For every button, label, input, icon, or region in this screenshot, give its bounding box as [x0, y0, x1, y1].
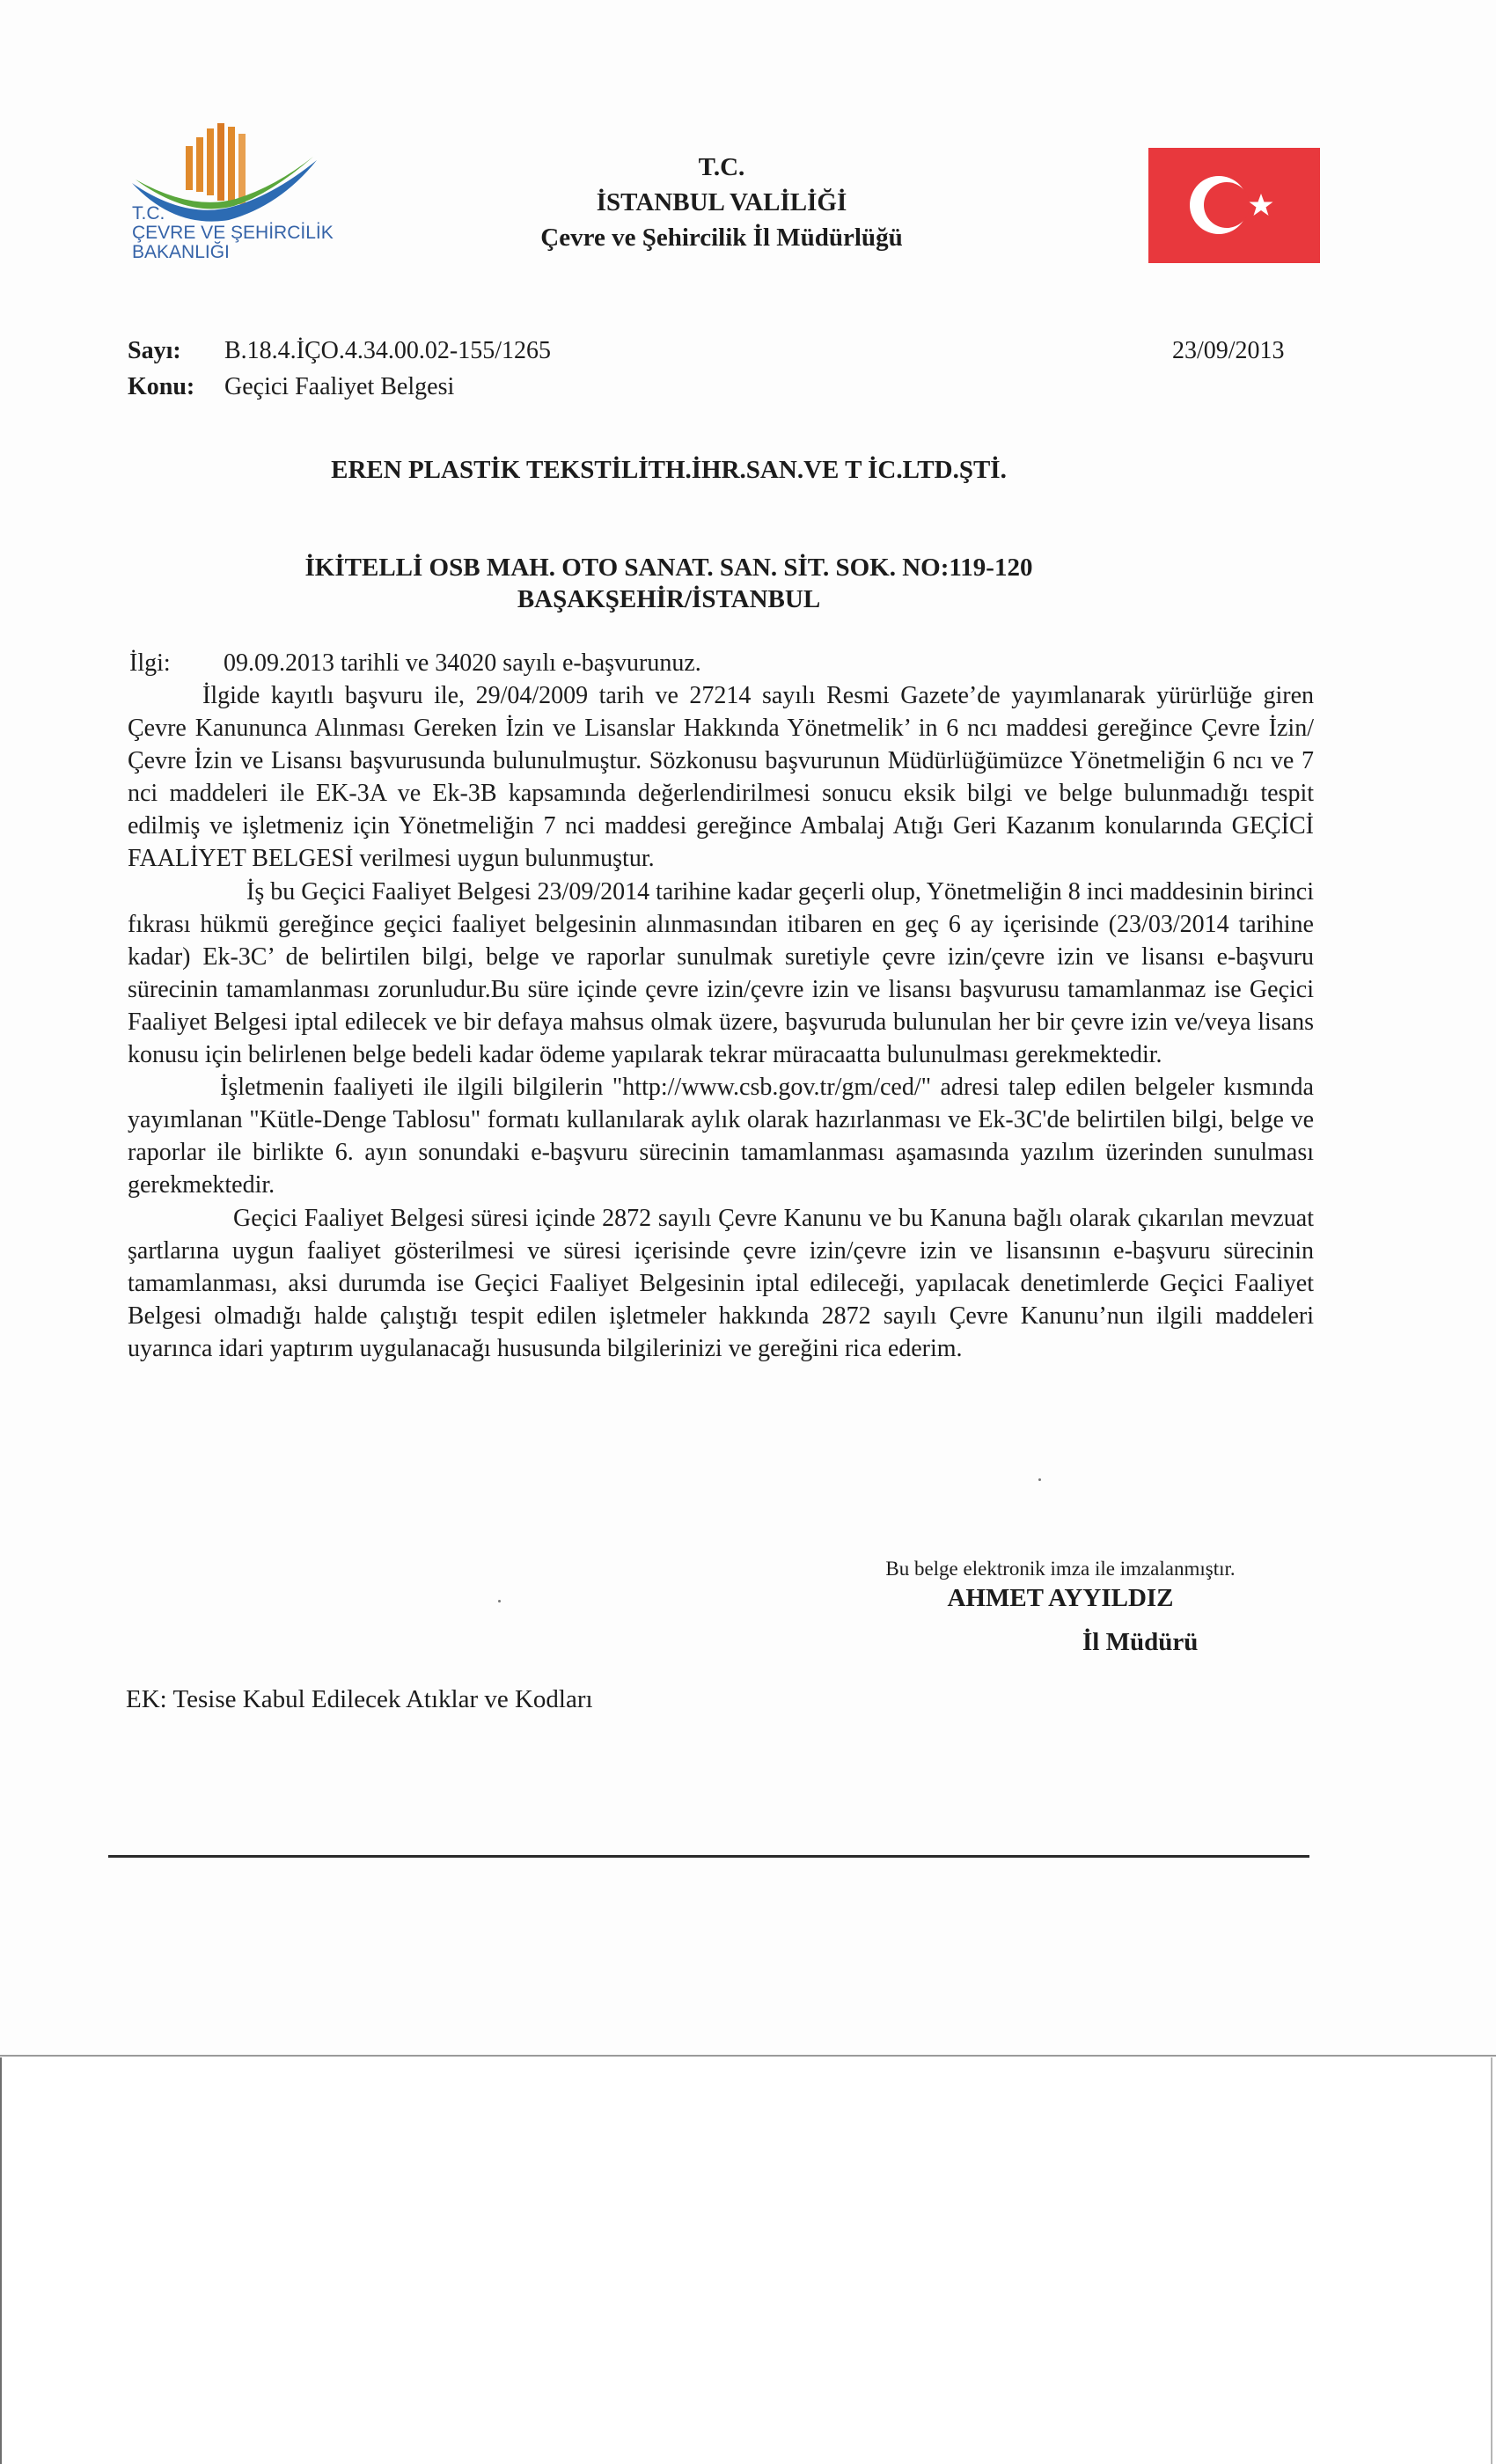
- logo-line-1: T.C.: [132, 203, 165, 224]
- logo-line-2: ÇEVRE VE ŞEHİRCİLİK: [132, 223, 334, 243]
- paragraph-4: Geçici Faaliyet Belgesi süresi içinde 2872 sayılı Çevre Kanunu ve bu Kanuna bağlı olarak çıkarılan mevzuat şartlarına uygun faaliyet gösterilmesi ve süresi içerisinde çevre izin/çevre izin ve lisansının e-başvuru sürecinin tamamlanması, aksi durumda ise Geçici Faaliyet Belgesinin iptal edileceği, yapılacak denetimlerde Geçici Faaliyet Belgesi olmadığı halde çalıştığı tespit edilen işletmeler hakkında 2872 sayılı Çevre Kanunu’nun ilgili maddeleri uyarınca idari yaptırım uygulanacağı hususunda bilgilerinizi ve gereğini rica ederim.: [128, 1204, 1314, 1362]
- logo-line-3: BAKANLIĞI: [132, 242, 230, 262]
- scan-speck: [498, 1600, 501, 1602]
- paragraph-3: İşletmenin faaliyeti ile ilgili bilgilerin "http://www.csb.gov.tr/gm/ced/" adresi talep edilen belgeler kısmında yayımlanan "Kütle-Denge Tablosu" formatı kullanılarak aylık olarak hazırlanması ve Ek-3C'de belirtilen bilgi, belge ve raporlar ile birlikte 6. ayın sonundaki e-başvuru sürecinin tamamlanması aşamasında yazılım üzerinden sunulması gerekmektedir.: [128, 1074, 1314, 1199]
- reference-line: [129, 649, 701, 678]
- header-directorate: Çevre ve Şehircilik İl Müdürlüğü: [540, 224, 903, 252]
- reference-number-value: B.18.4.İÇO.4.34.00.02-155/1265: [224, 337, 551, 364]
- signer-name: AHMET AYYILDIZ: [947, 1584, 1174, 1612]
- page-bottom-edge: [0, 2055, 1496, 2057]
- reference-number: [128, 334, 551, 368]
- scan-edge-left: [0, 2057, 2, 2464]
- scan-edge-right: [1491, 2057, 1492, 2464]
- reference-value: 09.09.2013 tarihli ve 34020 sayılı e-başvurunuz.: [224, 649, 701, 677]
- footer-divider: [108, 1855, 1309, 1858]
- reference-label: İlgi:: [129, 649, 171, 677]
- letter-body: [128, 679, 1314, 1365]
- recipient-address-line-1: İKİTELLİ OSB MAH. OTO SANAT. SAN. SİT. SOK. NO:119-120: [304, 554, 1033, 582]
- paragraph-2: İş bu Geçici Faaliyet Belgesi 23/09/2014 tarihine kadar geçerli olup, Yönetmeliğin 8 inci maddesinin birinci fıkrası hükmü gereğince geçici faaliyet belgesinin alınmasından itibaren en geç 6 ay içerisinde (23/03/2014 tarihine kadar) Ek-3C’ de belirtilen bilgi, belge ve raporlar sunulmak suretiyle çevre izin/çevre izin ve lisansı e-başvuru sürecinin tamamlanması zorunludur.Bu süre içinde çevre izin/çevre izin ve lisansı başvurusu tamamlanmaz ise Geçici Faaliyet Belgesi iptal edilecek ve bir defaya mahsus olmak üzere, başvuruda bulunulan her bir çevre izin ve/veya lisans konusu için belirlenen belge bedeli kadar ödeme yapılarak tekrar müracaatta bulunulması gerekmektedir.: [128, 877, 1314, 1069]
- recipient-company: EREN PLASTİK TEKSTİLİTH.İHR.SAN.VE T İC.LTD.ŞTİ.: [331, 456, 1007, 484]
- paragraph-1: İlgide kayıtlı başvuru ile, 29/04/2009 tarih ve 27214 sayılı Resmi Gazete’de yayımlanarak yürürlüğe giren Çevre Kanununca Alınması Gereken İzin ve Lisanslar Hakkında Yönetmelik’ in 6 ncı maddesi gereğince Çevre İzin/Çevre İzin ve Lisansı başvurusunda bulunulmuştur. Sözkonusu başvurunun Müdürlüğümüzce Yönetmeliğin 6 ncı ve 7 nci maddeleri ile EK-3A ve Ek-3B kapsamında değerlendirilmesi sonucu eksik bilgi ve belge bulunmadığı tespit edilmiş ve işletmeniz için Yönetmeliğin 7 nci maddesi gereğince Ambalaj Atığı Geri Kazanım konularında GEÇİCİ FAALİYET BELGESİ verilmesi uygun bulunmuştur.: [128, 682, 1314, 873]
- attachment-note: EK: Tesise Kabul Edilecek Atıklar ve Kodları: [126, 1685, 593, 1713]
- turkish-flag-icon: [1148, 148, 1320, 263]
- electronic-signature-note: Bu belge elektronik imza ile imzalanmıştır.: [885, 1558, 1236, 1580]
- signature-block: [845, 1556, 1276, 1658]
- header-governorship: İSTANBUL VALİLİĞİ: [596, 188, 847, 216]
- header-tc: T.C.: [698, 153, 745, 181]
- subject: [128, 370, 454, 404]
- signer-title: İl Müdürü: [1082, 1628, 1199, 1656]
- document-header: [466, 150, 977, 255]
- document-date: 23/09/2013: [1172, 337, 1285, 364]
- recipient-address-line-2: BAŞAKŞEHİR/İSTANBUL: [517, 585, 821, 613]
- subject-value: Geçici Faaliyet Belgesi: [224, 373, 455, 400]
- subject-label: Konu:: [128, 373, 195, 400]
- reference-number-label: Sayı:: [128, 337, 181, 364]
- scan-speck: [1038, 1478, 1041, 1481]
- ministry-logo-text: [132, 204, 334, 262]
